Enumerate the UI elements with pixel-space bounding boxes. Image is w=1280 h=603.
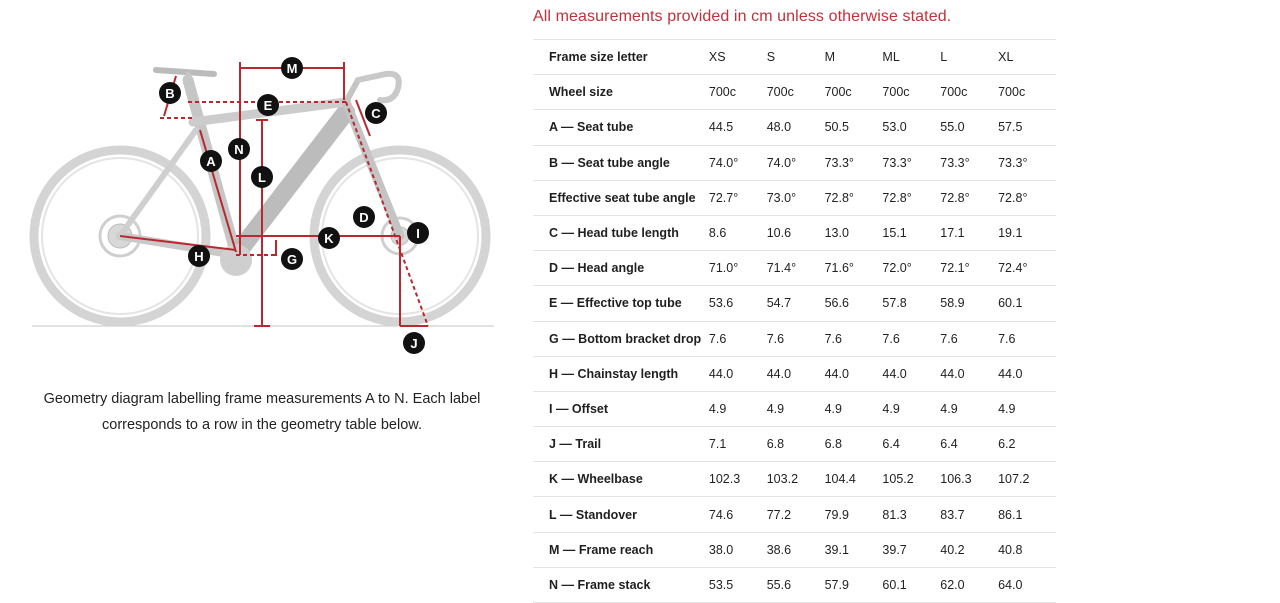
table-cell: 7.1 (709, 427, 767, 462)
table-cell: 53.6 (709, 286, 767, 321)
table-cell: 39.7 (882, 532, 940, 567)
table-cell: 74.6 (709, 497, 767, 532)
table-cell: 73.3° (882, 145, 940, 180)
label-m (281, 57, 303, 79)
table-cell: 74.0° (709, 145, 767, 180)
table-cell: 72.8° (940, 180, 998, 215)
table-cell: 72.1° (940, 251, 998, 286)
diagram-caption: Geometry diagram labelling frame measurements A to N. Each label corresponds to a row in the geometry table below. (43, 391, 481, 433)
table-cell: 8.6 (709, 215, 767, 250)
label-j (403, 332, 425, 354)
table-cell: 4.9 (825, 391, 883, 426)
label-c (365, 102, 387, 124)
table-cell: 4.9 (998, 391, 1056, 426)
table-cell: 7.6 (882, 321, 940, 356)
table-cell: 58.9 (940, 286, 998, 321)
row-label: D — Head angle (533, 251, 709, 286)
size-header: L (940, 40, 998, 75)
table-cell: 60.1 (998, 286, 1056, 321)
table-header-row (533, 40, 1056, 75)
table-cell: 71.6° (825, 251, 883, 286)
table-cell: 13.0 (825, 215, 883, 250)
table-cell: 86.1 (998, 497, 1056, 532)
table-cell: 72.0° (882, 251, 940, 286)
table-cell: 79.9 (825, 497, 883, 532)
table-cell: 55.6 (767, 567, 825, 602)
table-cell: 700c (767, 75, 825, 110)
header-label: Frame size letter (533, 40, 709, 75)
label-d (353, 206, 375, 228)
geometry-table (533, 39, 1056, 603)
table-row (533, 567, 1056, 602)
table-row (533, 75, 1056, 110)
table-cell: 39.1 (825, 532, 883, 567)
table-cell: 40.8 (998, 532, 1056, 567)
size-header: XL (998, 40, 1056, 75)
svg-text:N: N (234, 142, 244, 157)
label-b (159, 82, 181, 104)
table-cell: 104.4 (825, 462, 883, 497)
table-cell: 6.4 (882, 427, 940, 462)
table-row (533, 215, 1056, 250)
table-cell: 40.2 (940, 532, 998, 567)
table-cell: 44.0 (767, 356, 825, 391)
table-cell: 700c (825, 75, 883, 110)
table-row (533, 321, 1056, 356)
table-cell: 44.0 (825, 356, 883, 391)
row-label: N — Frame stack (533, 567, 709, 602)
table-cell: 6.2 (998, 427, 1056, 462)
label-k (318, 227, 340, 249)
table-cell: 44.0 (998, 356, 1056, 391)
table-cell: 83.7 (940, 497, 998, 532)
table-cell: 17.1 (940, 215, 998, 250)
table-cell: 4.9 (709, 391, 767, 426)
table-cell: 102.3 (709, 462, 767, 497)
svg-text:J: J (410, 336, 418, 351)
svg-text:L: L (258, 170, 266, 185)
table-cell: 74.0° (767, 145, 825, 180)
svg-text:G: G (286, 252, 298, 267)
table-cell: 44.0 (940, 356, 998, 391)
svg-text:D: D (359, 210, 369, 225)
table-cell: 73.3° (825, 145, 883, 180)
table-cell: 7.6 (940, 321, 998, 356)
row-label: C — Head tube length (533, 215, 709, 250)
table-row (533, 427, 1056, 462)
table-cell: 6.8 (825, 427, 883, 462)
table-cell: 700c (709, 75, 767, 110)
row-label: Wheel size (533, 75, 709, 110)
size-header: S (767, 40, 825, 75)
table-row (533, 356, 1056, 391)
table-cell: 71.4° (767, 251, 825, 286)
label-e (257, 94, 279, 116)
svg-text:C: C (371, 106, 381, 121)
table-cell: 73.3° (998, 145, 1056, 180)
table-cell: 62.0 (940, 567, 998, 602)
row-label: Effective seat tube angle (533, 180, 709, 215)
table-cell: 48.0 (767, 110, 825, 145)
table-row (533, 532, 1056, 567)
table-row (533, 286, 1056, 321)
table-cell: 72.4° (998, 251, 1056, 286)
table-cell: 72.7° (709, 180, 767, 215)
table-cell: 7.6 (709, 321, 767, 356)
geometry-diagram (28, 40, 498, 370)
table-cell: 73.3° (940, 145, 998, 180)
label-a (200, 150, 222, 172)
row-label: G — Bottom bracket drop (533, 321, 709, 356)
table-cell: 4.9 (767, 391, 825, 426)
table-cell: 73.0° (767, 180, 825, 215)
row-label: H — Chainstay length (533, 356, 709, 391)
table-row (533, 391, 1056, 426)
size-header: ML (882, 40, 940, 75)
table-cell: 81.3 (882, 497, 940, 532)
table-cell: 7.6 (767, 321, 825, 356)
svg-text:I: I (416, 226, 420, 241)
label-g (281, 248, 303, 270)
table-cell: 55.0 (940, 110, 998, 145)
bike-illustration (28, 40, 498, 370)
table-cell: 57.5 (998, 110, 1056, 145)
svg-text:M: M (286, 61, 298, 76)
units-note: All measurements provided in cm unless otherwise stated. (533, 8, 952, 25)
table-cell: 72.8° (825, 180, 883, 215)
svg-text:A: A (206, 154, 216, 169)
table-cell: 44.0 (709, 356, 767, 391)
table-row (533, 251, 1056, 286)
size-header: M (825, 40, 883, 75)
table-cell: 60.1 (882, 567, 940, 602)
table-cell: 64.0 (998, 567, 1056, 602)
table-cell: 77.2 (767, 497, 825, 532)
table-cell: 103.2 (767, 462, 825, 497)
table-cell: 7.6 (825, 321, 883, 356)
row-label: M — Frame reach (533, 532, 709, 567)
table-cell: 57.8 (882, 286, 940, 321)
table-cell: 700c (940, 75, 998, 110)
table-cell: 106.3 (940, 462, 998, 497)
label-n (228, 138, 250, 160)
svg-text:K: K (324, 231, 334, 246)
table-cell: 50.5 (825, 110, 883, 145)
table-cell: 72.8° (882, 180, 940, 215)
table-cell: 15.1 (882, 215, 940, 250)
table-cell: 4.9 (940, 391, 998, 426)
row-label: A — Seat tube (533, 110, 709, 145)
size-header: XS (709, 40, 767, 75)
table-cell: 105.2 (882, 462, 940, 497)
table-row (533, 497, 1056, 532)
row-label: L — Standover (533, 497, 709, 532)
row-label: B — Seat tube angle (533, 145, 709, 180)
table-cell: 107.2 (998, 462, 1056, 497)
row-label: E — Effective top tube (533, 286, 709, 321)
table-row (533, 145, 1056, 180)
svg-text:B: B (165, 86, 175, 101)
table-cell: 700c (998, 75, 1056, 110)
table-row (533, 180, 1056, 215)
table-cell: 700c (882, 75, 940, 110)
table-cell: 53.0 (882, 110, 940, 145)
table-cell: 72.8° (998, 180, 1056, 215)
table-cell: 71.0° (709, 251, 767, 286)
row-label: K — Wheelbase (533, 462, 709, 497)
table-cell: 6.4 (940, 427, 998, 462)
row-label: J — Trail (533, 427, 709, 462)
table-cell: 38.6 (767, 532, 825, 567)
table-cell: 4.9 (882, 391, 940, 426)
table-row (533, 462, 1056, 497)
label-h (188, 245, 210, 267)
table-cell: 57.9 (825, 567, 883, 602)
table-cell: 38.0 (709, 532, 767, 567)
table-cell: 56.6 (825, 286, 883, 321)
table-row (533, 110, 1056, 145)
table-cell: 7.6 (998, 321, 1056, 356)
label-l (251, 166, 273, 188)
table-cell: 44.5 (709, 110, 767, 145)
table-cell: 44.0 (882, 356, 940, 391)
table-cell: 19.1 (998, 215, 1056, 250)
row-label: I — Offset (533, 391, 709, 426)
table-cell: 10.6 (767, 215, 825, 250)
svg-text:H: H (194, 249, 204, 264)
table-cell: 6.8 (767, 427, 825, 462)
label-i (407, 222, 429, 244)
table-cell: 54.7 (767, 286, 825, 321)
table-cell: 53.5 (709, 567, 767, 602)
svg-text:E: E (263, 98, 273, 113)
